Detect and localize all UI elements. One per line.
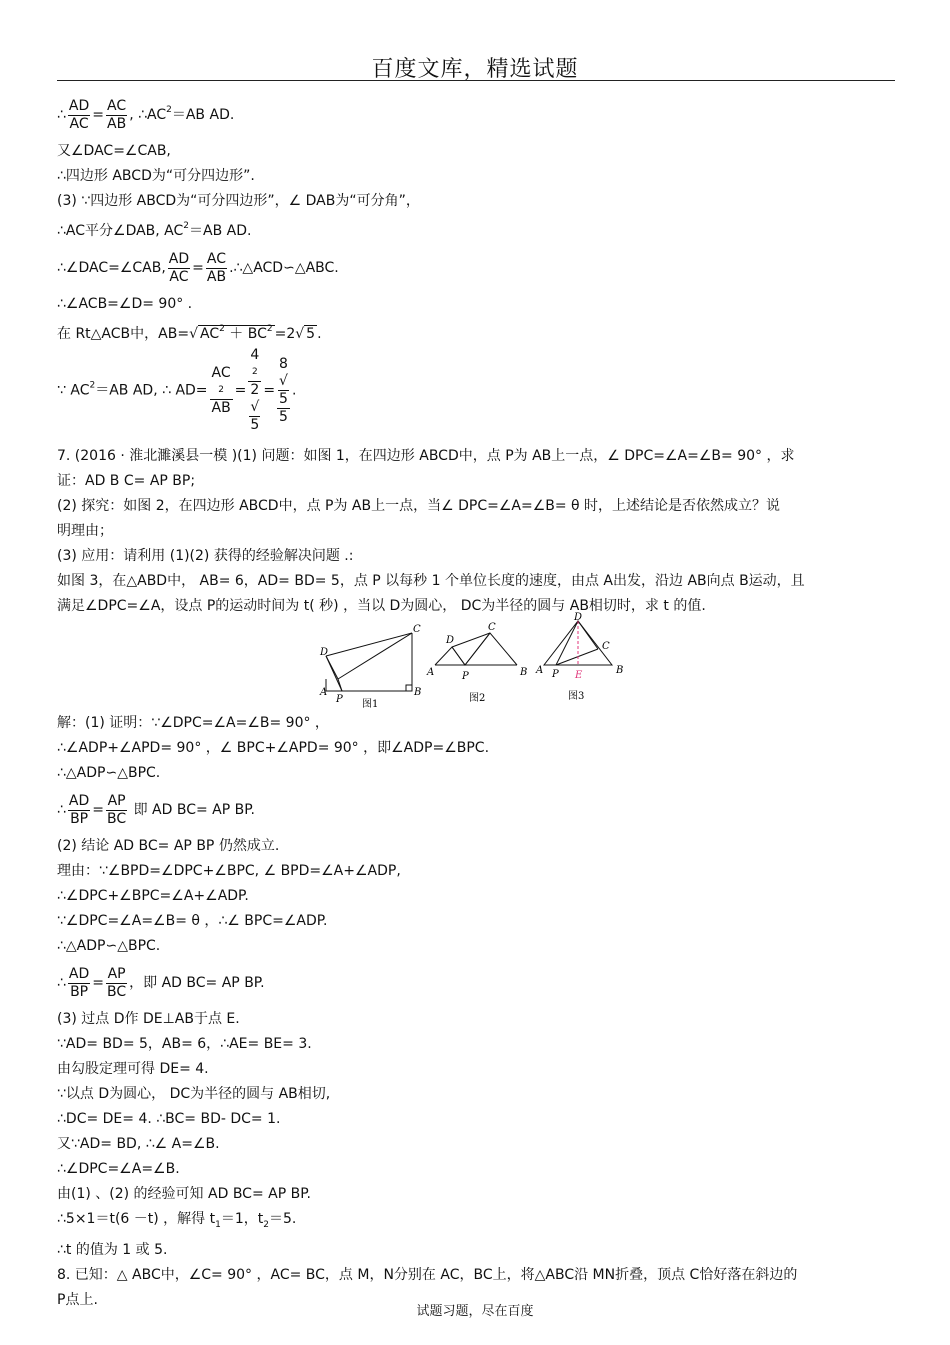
text-run: ＝1，t xyxy=(220,1211,264,1227)
segment xyxy=(452,647,465,665)
q6-line-6 xyxy=(57,244,895,292)
q6-line-4: (3) ∵四边形 ABCD为“可分四边形”，∠ DAB为“可分角”， xyxy=(57,193,420,209)
text-run: . xyxy=(291,382,297,399)
radical: 5 xyxy=(250,417,260,433)
segment xyxy=(326,656,342,691)
fraction-denominator: AB xyxy=(107,115,127,132)
fraction xyxy=(68,966,90,1001)
q7-stem-1: 7. (2016 · 淮北濉溪县一模 )(1) 问题：如图 1，在四边形 ABCD中，点 P为 AB上一点，∠ DPC=∠A=∠B= 90° ，求 xyxy=(57,448,795,464)
fraction-numerator: AC xyxy=(107,97,127,114)
fraction-denominator: BC xyxy=(107,810,127,827)
q7-sol-7: ∴∠DPC+∠BPC=∠A+∠ADP. xyxy=(57,888,249,904)
equals-sign: = xyxy=(234,382,247,399)
q7-stem-6: 如图 3，在△ABD中， AB= 6，AD= BD= 5，点 P 以每秒 1 个单位长度的速度，由点 A出发，沿边 AB向点 B运动，且 xyxy=(57,573,805,589)
fraction xyxy=(106,98,127,133)
point-label: A xyxy=(536,665,544,676)
text-run: ∵ AC xyxy=(57,382,90,399)
text-run: 8 xyxy=(279,355,288,372)
q8-line-1: 8. 已知：△ ABC中，∠C= 90° ，AC= BC，点 M，N分别在 AC，BC上，将△ABC沿 MN折叠，顶点 C恰好落在斜边的 xyxy=(57,1266,798,1283)
q6-line-1 xyxy=(57,86,895,139)
q7-sol-18: 由(1) 、(2) 的经验可知 AD BC= AP BP. xyxy=(57,1186,311,1202)
document-body xyxy=(57,86,895,1313)
q6-line-7: ∴∠ACB=∠D= 90° . xyxy=(57,296,193,312)
fraction xyxy=(106,793,127,828)
fraction xyxy=(68,98,90,133)
fraction-denominator: AC xyxy=(169,268,189,285)
spacer xyxy=(57,434,895,444)
segment xyxy=(338,633,412,679)
segment xyxy=(578,621,598,649)
q6-line-3: ∴四边形 ABCD为“可分四边形”. xyxy=(57,168,255,184)
text-run: , ∴AC xyxy=(129,107,167,123)
text-run: AC xyxy=(211,364,231,381)
q7-sol-1: 解：(1) 证明：∵∠DPC=∠A=∠B= 90° ， xyxy=(57,715,329,731)
q7-sol-17: ∴∠DPC=∠A=∠B. xyxy=(57,1161,180,1177)
fraction-denominator: 2 √ 5 xyxy=(250,382,260,433)
point-label: P xyxy=(462,671,469,682)
subscript: 2 xyxy=(263,1219,269,1230)
q7-sol-5: (2) 结论 AD BC= AP BP 仍然成立. xyxy=(57,838,280,854)
q7-sol-16: 又∵AD= BD, ∴∠ A=∠B. xyxy=(57,1136,220,1152)
therefore-sign: ∴ xyxy=(57,107,66,123)
q7-sol-11: (3) 过点 D作 DE⊥AB于点 E. xyxy=(57,1011,240,1027)
text-run: ＝AB AD. xyxy=(171,107,235,123)
radical: 5 xyxy=(279,390,288,407)
header-rule xyxy=(57,80,895,81)
q7-stem-4: 明理由； xyxy=(57,523,113,539)
fraction-denominator: AB xyxy=(211,399,231,416)
q6-line-9 xyxy=(57,347,895,434)
point-label: D xyxy=(320,647,329,658)
fraction xyxy=(106,966,127,1001)
fraction-numerator: 8 √ 5 xyxy=(279,355,288,407)
q7-sol-12: ∵AD= BD= 5，AB= 6，∴AE= BE= 3. xyxy=(57,1036,312,1052)
figure-caption: 图3 xyxy=(568,691,585,702)
fraction-denominator: AC xyxy=(69,115,89,132)
text-run: ∴∠DAC=∠CAB, xyxy=(57,260,166,276)
page-header-title: 百度文库，精选试题 xyxy=(371,57,579,82)
equals-sign: = xyxy=(92,975,105,991)
q6-line-8: 在 Rt△ACB中，AB=√ $AC^2 + BC^2 =2√$ 5 . xyxy=(57,324,322,342)
equals-sign: = xyxy=(92,107,105,123)
q7-stem-3: (2) 探究：如图 2，在四边形 ABCD中，点 P为 AB上一点，当∠ DPC=∠A=∠B= θ 时，上述结论是否依然成立？说 xyxy=(57,498,781,514)
point-label: D xyxy=(574,612,583,623)
figure-caption: 图2 xyxy=(469,693,486,704)
point-label: A xyxy=(320,687,328,698)
figure-caption: 图1 xyxy=(362,699,379,710)
fraction xyxy=(248,347,261,434)
point-label: P xyxy=(552,669,559,680)
text-run: AC xyxy=(199,326,220,342)
point-label: B xyxy=(414,687,422,698)
q7-sol-2: ∴∠ADP+∠APD= 90° ，∠ BPC+∠APD= 90° ，即∠ADP=∠BPC. xyxy=(57,740,490,756)
text-run: ＝AB AD. xyxy=(189,223,252,239)
equals-sign: = xyxy=(263,382,276,399)
equals-sign: = xyxy=(192,260,204,276)
q7-sol-4 xyxy=(57,786,895,834)
fraction-numerator: AP xyxy=(107,792,126,809)
text-run: ＋ BC xyxy=(224,326,267,342)
superscript: 2 xyxy=(219,324,225,334)
fraction-numerator: AD xyxy=(68,792,90,809)
fraction xyxy=(277,356,290,426)
q7-sol-9: ∴△ADP∽△BPC. xyxy=(57,938,161,954)
superscript: 2 xyxy=(183,221,190,231)
text-run: .∴△ACD∽△ABC. xyxy=(229,260,339,276)
point-label: P xyxy=(336,694,343,705)
point-label: A xyxy=(427,667,435,678)
superscript: 2 xyxy=(218,384,224,395)
subscript: 1 xyxy=(215,1219,221,1230)
q8-line-2: P点上. xyxy=(57,1291,98,1308)
text-run: ＝AB AD, ∴ AD= xyxy=(95,382,208,399)
fraction-numerator xyxy=(248,347,261,382)
text-run: 4 xyxy=(250,347,260,363)
geometry-figures xyxy=(312,612,642,710)
q7-sol-13: 由勾股定理可得 DE= 4. xyxy=(57,1061,209,1077)
q7-sol-3: ∴△ADP∽△BPC. xyxy=(57,765,161,781)
fraction-denominator: 5 xyxy=(279,408,288,425)
text-run: ∴AC平分∠DAB, AC xyxy=(57,223,184,239)
superscript: 2 xyxy=(166,105,172,115)
fraction-denominator: BP xyxy=(70,983,89,1000)
q7-stem-7: 满足∠DPC=∠A，设点 P的运动时间为 t( 秒) ，当以 D为圆心， DC为半径的圆与 AB相切时，求 t 的值. xyxy=(57,598,706,614)
q7-stem-5: (3) 应用：请利用 (1)(2) 获得的经验解决问题 .: xyxy=(57,548,354,564)
text-run: 即 AD BC= AP BP. xyxy=(133,802,255,818)
fraction xyxy=(210,365,233,417)
fraction-denominator: BP xyxy=(70,810,89,827)
q7-sol-19 xyxy=(57,1207,895,1238)
radical xyxy=(198,325,275,342)
superscript: 2 xyxy=(266,324,273,334)
text-run: ，即 AD BC= AP BP. xyxy=(129,975,265,991)
q7-sol-20: ∴t 的值为 1 或 5. xyxy=(57,1241,168,1258)
q6-line-2: 又∠DAC=∠CAB, xyxy=(57,143,171,159)
q6-line-5 xyxy=(57,214,895,244)
point-label: D xyxy=(446,635,455,646)
text-run: =2 xyxy=(274,326,296,342)
page-footer: 试题习题，尽在百度 xyxy=(416,1304,534,1319)
text-run: . xyxy=(317,326,322,342)
figure-1 xyxy=(326,633,412,691)
fraction-numerator: AD xyxy=(68,97,90,114)
point-label: C xyxy=(488,622,496,633)
fraction-denominator: BC xyxy=(107,983,127,1000)
text-run: ∴5×1＝t(6 －t) ，解得 t xyxy=(57,1211,216,1227)
fraction-numerator: AD xyxy=(168,250,190,267)
superscript: 2 xyxy=(251,367,258,377)
fraction xyxy=(68,793,90,828)
point-label: E xyxy=(575,670,583,681)
fraction-numerator: AP xyxy=(107,965,126,982)
point-label: B xyxy=(520,667,528,678)
fraction-numerator: AD xyxy=(68,965,90,982)
q7-sol-10 xyxy=(57,959,895,1007)
q7-stem-2: 证：AD B C= AP BP; xyxy=(57,473,196,489)
text-run: 在 Rt△ACB中，AB= xyxy=(57,326,190,342)
q7-sol-14: ∵以点 D为圆心， DC为半径的圆与 AB相切, xyxy=(57,1086,331,1102)
point-label: B xyxy=(616,665,624,676)
fraction-numerator xyxy=(210,365,233,400)
point-label: C xyxy=(413,624,421,635)
text-run: ∴ xyxy=(57,802,66,818)
text-run: ＝5. xyxy=(268,1211,297,1227)
segment xyxy=(326,633,412,656)
text-run: 2 xyxy=(250,382,260,398)
text-run: ∴ xyxy=(57,975,66,991)
radical: 5 xyxy=(306,326,316,342)
fraction xyxy=(206,251,227,286)
superscript: 2 xyxy=(89,380,96,391)
point-label: C xyxy=(602,641,610,652)
q7-sol-6: 理由：∵∠BPD=∠DPC+∠BPC, ∠ BPD=∠A+∠ADP, xyxy=(57,863,401,879)
q7-figures xyxy=(57,612,895,711)
fraction-numerator: AC xyxy=(206,250,227,267)
q7-sol-15: ∴DC= DE= 4. ∴BC= BD- DC= 1. xyxy=(57,1111,281,1127)
equals-sign: = xyxy=(92,802,105,818)
q7-sol-8: ∵∠DPC=∠A=∠B= θ ，∴∠ BPC=∠ADP. xyxy=(57,913,328,929)
fraction-denominator: AB xyxy=(206,268,227,285)
fraction xyxy=(168,251,190,286)
right-angle-mark xyxy=(406,685,412,691)
